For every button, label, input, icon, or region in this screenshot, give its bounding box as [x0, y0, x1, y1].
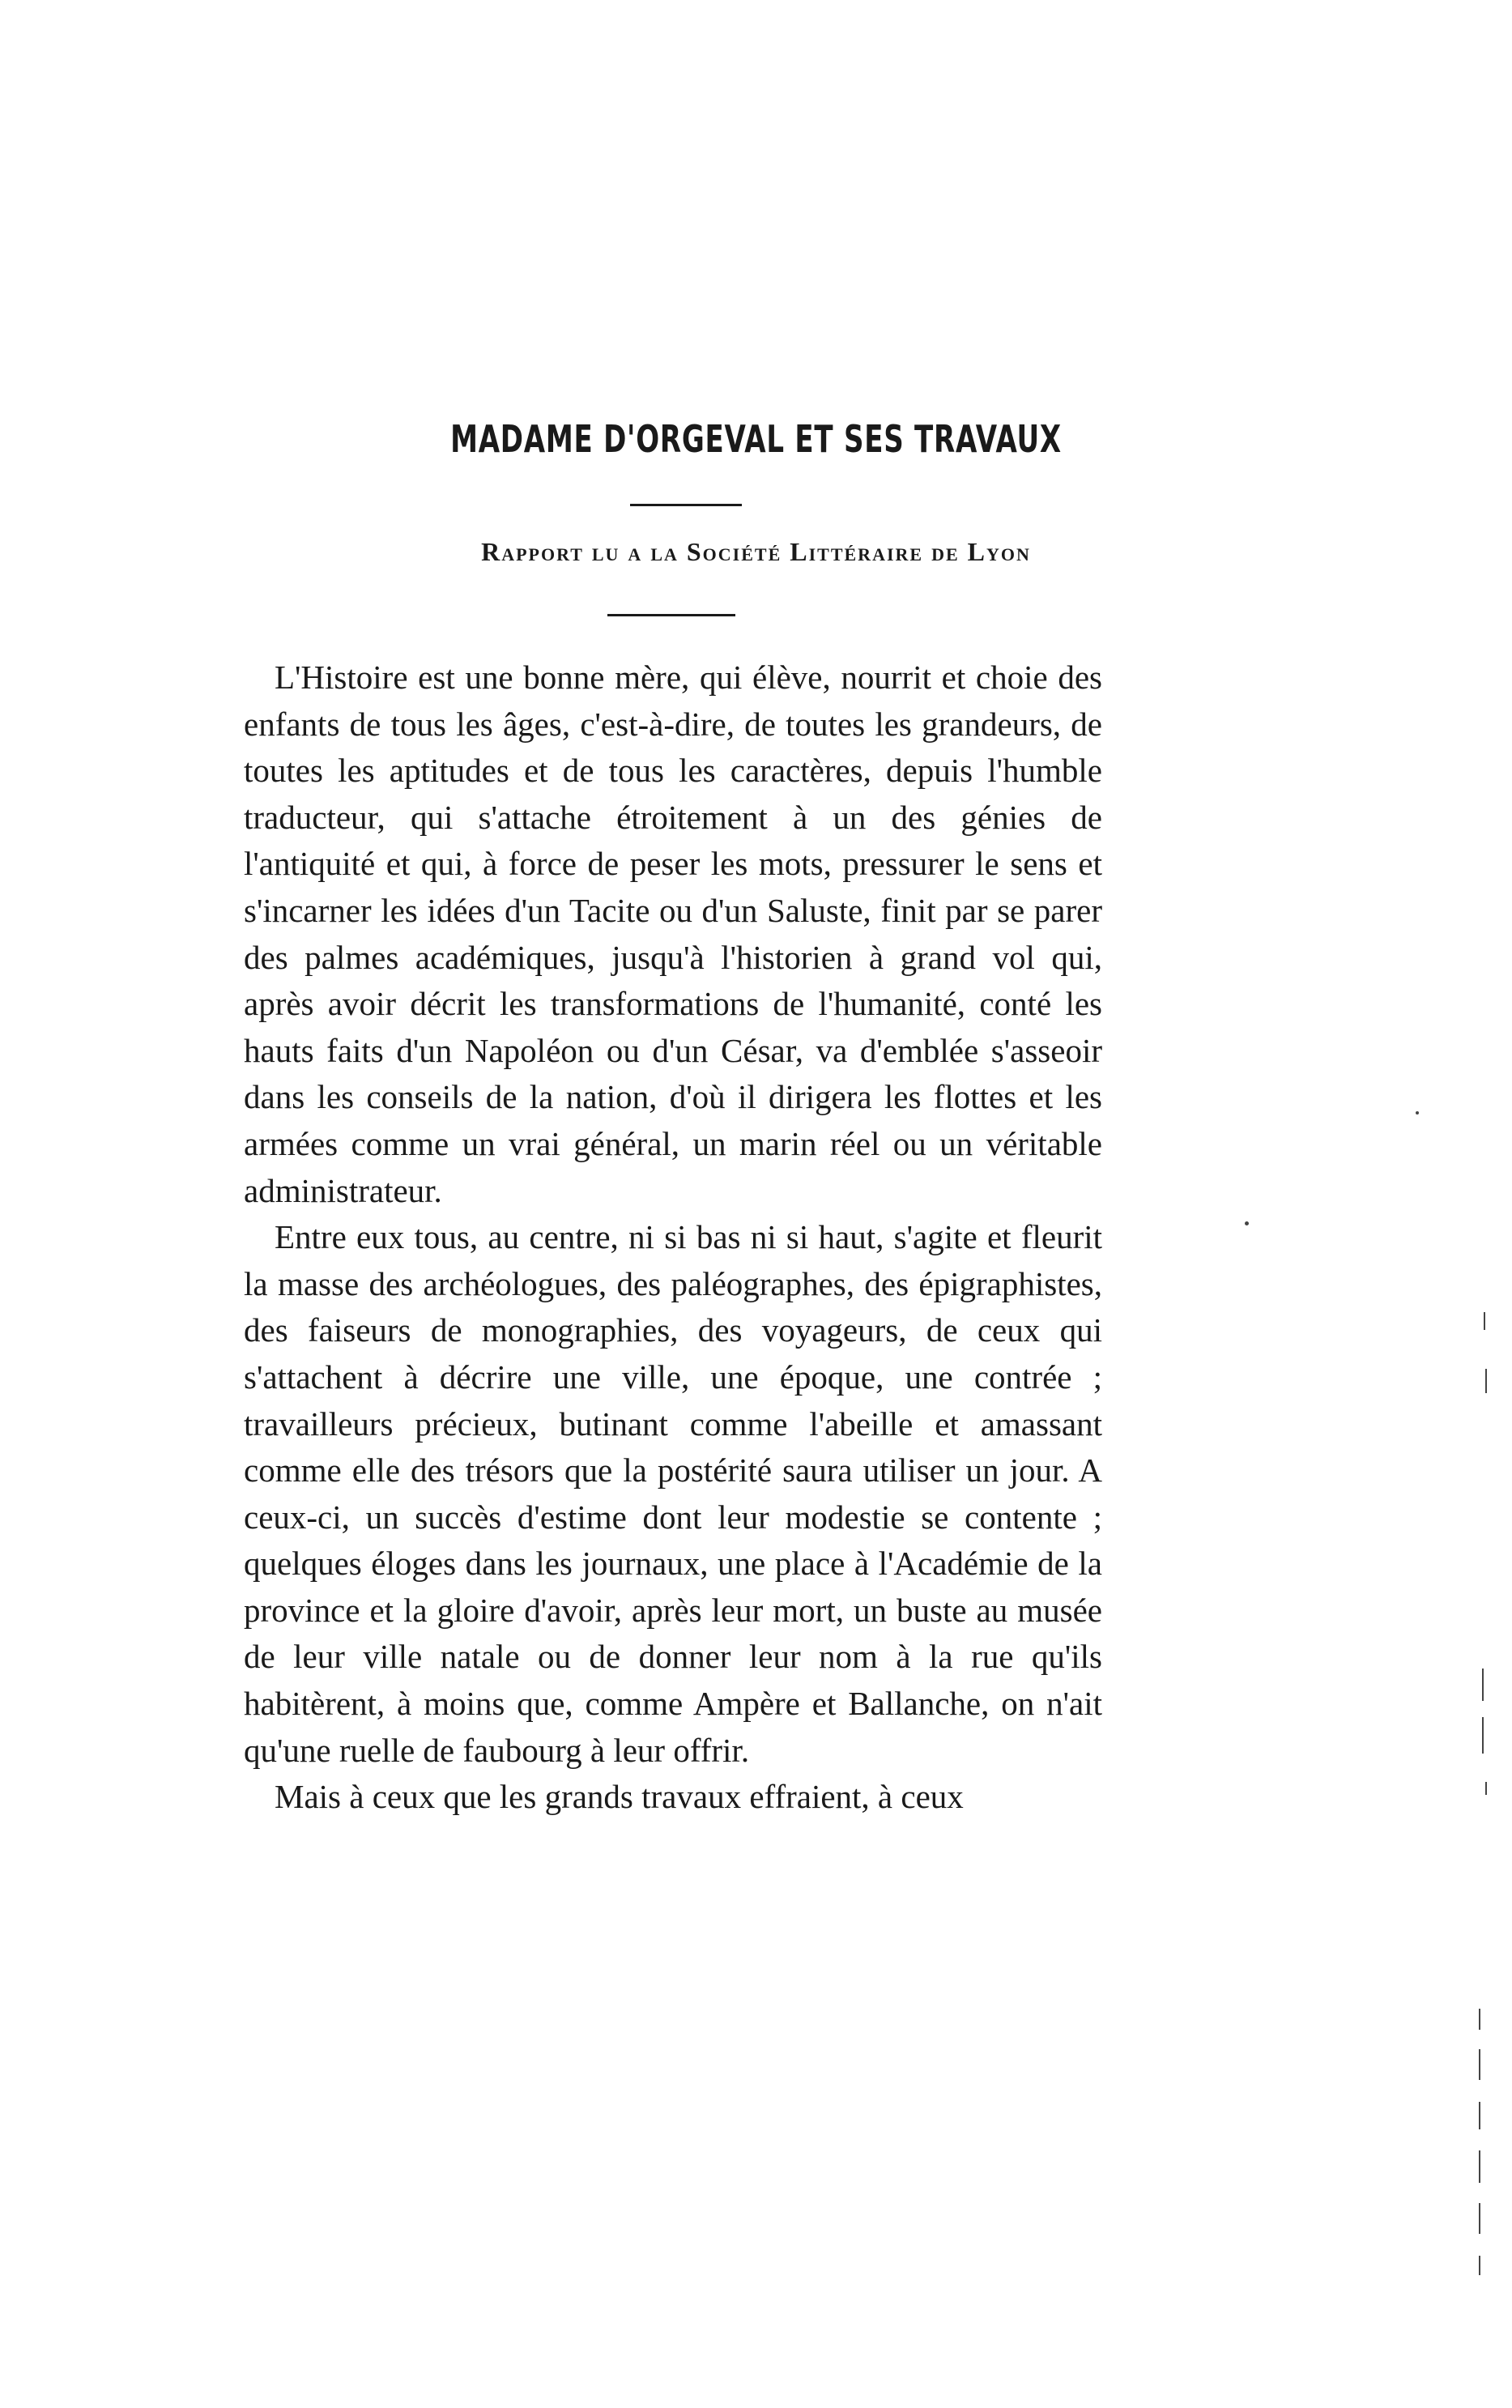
scan-artifact [1245, 1221, 1249, 1225]
scan-artifact [1479, 2102, 1480, 2129]
scan-artifact [1479, 2009, 1480, 2030]
scan-artifact [1479, 2256, 1480, 2275]
subtitle-divider [607, 614, 735, 616]
body-text [244, 654, 1102, 1821]
page-title: MADAME D'ORGEVAL ET SES TRAVAUX [450, 417, 1062, 461]
scan-artifact [1416, 1111, 1419, 1114]
scan-artifact [1484, 1312, 1485, 1330]
scan-artifact [1479, 2203, 1480, 2234]
paragraph-2: Entre eux tous, au centre, ni si bas ni si haut, s'agite et fleurit la masse des archéologues, des paléographes, des épigraphistes, des faiseurs de monographies, des voyageurs, de ceux qui s'attachent à décrire une ville, une époque, une contrée ; travailleurs précieux, butinant comme l'abeille et amassant comme elle des trésors que la postérité saura utiliser un jour. A ceux-ci, un succès d'estime dont leur modestie se contente ; quelques éloges dans les journaux, une place à l'Académie de la province et la gloire d'avoir, après leur mort, un buste au musée de leur ville natale ou de donner leur nom à la rue qu'ils habitèrent, à moins que, comme Ampère et Ballanche, on n'ait qu'une ruelle de faubourg à leur offrir. [244, 1218, 1102, 1769]
scan-artifact [1485, 1369, 1487, 1393]
scan-artifact [1479, 2150, 1480, 2183]
scan-artifact [1485, 1782, 1487, 1795]
scan-artifact [1479, 2049, 1480, 2080]
page-subtitle: Rapport lu a la Société Littéraire de Lyon [481, 537, 1031, 566]
title-divider [630, 504, 742, 506]
scan-artifact [1482, 1669, 1484, 1701]
scan-artifact [1482, 1717, 1484, 1754]
paragraph-1: L'Histoire est une bonne mère, qui élève, nourrit et choie des enfants de tous les âges, c'est-à-dire, de toutes les grandeurs, de toutes les aptitudes et de tous les caractères, depuis l'humble traducteur, qui s'attache étroitement à un des génies de l'antiquité et qui, à force de peser les mots, pressurer le sens et s'incarner les idées d'un Tacite ou d'un Saluste, finit par se parer des palmes académiques, jusqu'à l'historien à grand vol qui, après avoir décrit les transformations de l'humanité, conté les hauts faits d'un Napoléon ou d'un César, va d'emblée s'asseoir dans les conseils de la nation, d'où il dirigera les flottes et les armées comme un vrai général, un marin réel ou un véritable administrateur. [244, 658, 1102, 1209]
paragraph-3: Mais à ceux que les grands travaux effraient, à ceux [275, 1778, 964, 1816]
